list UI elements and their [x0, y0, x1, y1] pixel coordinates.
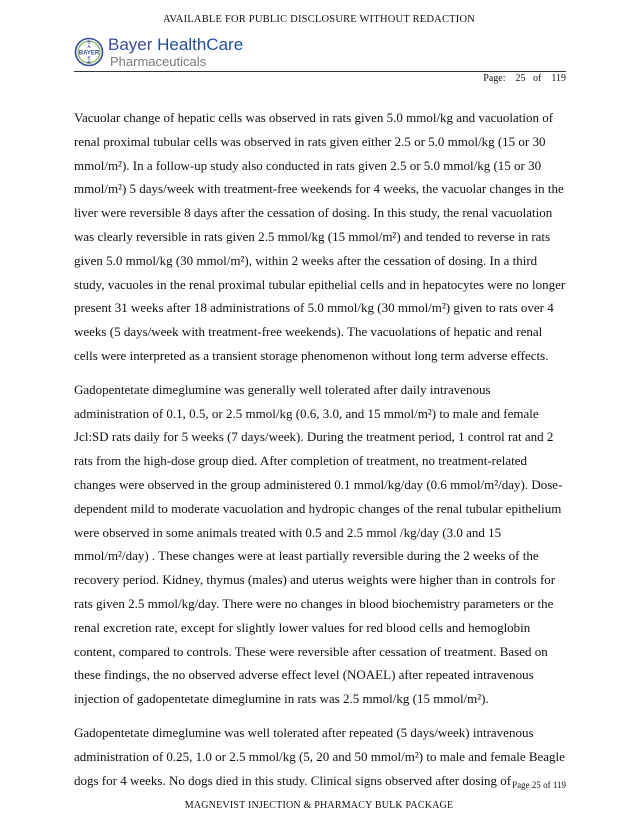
header-page-indicator: [483, 73, 566, 84]
page-total: 119: [551, 73, 566, 84]
brand-healthcare: HealthCare: [157, 35, 244, 54]
svg-text:A: A: [87, 44, 91, 49]
footer-document-title: MAGNEVIST INJECTION & PHARMACY BULK PACKAGE: [184, 800, 454, 811]
paragraph: Gadopentetate dimeglumine was well tolerated after repeated (5 days/week) intravenous administration of 0.25, 1.0 or 2.5 mmol/kg (5, 20 and 50 mmol/m²) to male and female Beagle dogs for 4 weeks. No dogs died in this study. Clinical signs observed after dosing of: [74, 724, 565, 788]
brand-subtitle: Pharmaceuticals: [110, 54, 207, 69]
paragraph: Vacuolar change of hepatic cells was observed in rats given 5.0 mmol/kg and vacuolation of renal proximal tubular cells was observed in rats given either 2.5 or 5.0 mmol/kg (15 or 30 mmol/m²). In a follow-up study also conducted in rats given 2.5 or 5.0 mmol/kg (15 or 30 mmol/m²) 5 days/week with treatment-free weekends for 4 weeks, the vacuolar changes in the liver were reversible 8 days after the cessation of dosing. In this study, the renal vacuolation was clearly reversible in rats given 2.5 mmol/kg (15 mmol/m²) and tended to reverse in rats given 5.0 mmol/kg (30 mmol/m²), within 2 weeks after the cessation of dosing. In a third study, vacuoles in the renal proximal tubular epithelial cells and in hepatocytes were no longer present 31 weeks after 18 administrations of 5.0 mmol/kg (30 mmol/m²) given to rats over 4 weeks (5 days/week with treatment-free weekends). The vacuolations of hepatic and renal cells were interpreted as a transient storage phenomenon without long term adverse effects.: [74, 110, 566, 363]
document-body: [74, 106, 566, 802]
paragraph: Gadopentetate dimeglumine was generally well tolerated after daily intravenous administration of 0.1, 0.5, or 2.5 mmol/kg (0.6, 3.0, and 15 mmol/m²) to male and female Jcl:SD rats daily for 5 weeks (7 days/week). During the treatment period, 1 control rat and 2 rats from the high-dose group died. After completion of treatment, no treatment-related changes were observed in the group administered 0.1 mmol/kg/day (0.6 mmol/m²/day). Dose-dependent mild to moderate vacuolation and hydropic changes of the renal tubular epithelium were observed in some animals treated with 0.5 and 2.5 mmol /kg/day (3.0 and 15 mmol/m²/day) . These changes were at least partially reversible during the 2 weeks of the recovery period. Kidney, thymus (males) and uterus weights were higher than in controls for rats given 2.5 mmol/kg/day. There were no changes in blood biochemistry parameters or the renal excretion rate, except for slightly lower values for red blood cells and hemoglobin content, compared to controls. These were reversible after cessation of treatment. Based on these findings, the no observed adverse effect level (NOAEL) after repeated intravenous injection of gadopentetate dimeglumine in rats was 2.5 mmol/kg (15 mmol/m²).: [74, 381, 563, 707]
footer-page-number: Page 25 of 119: [512, 780, 566, 790]
svg-text:R: R: [87, 60, 91, 65]
header-divider: [74, 71, 566, 72]
page-label: Page:: [483, 73, 506, 84]
brand-name: [108, 36, 243, 53]
brand-text: [108, 36, 243, 68]
page-of: of: [533, 73, 542, 84]
logo-cross-horizontal-text: BAYER: [78, 50, 100, 57]
company-logo: [74, 32, 243, 72]
bayer-cross-logo-icon: [74, 37, 104, 67]
page-number: 25: [515, 73, 526, 84]
svg-text:B: B: [87, 39, 91, 45]
disclosure-banner: AVAILABLE FOR PUBLIC DISCLOSURE WITHOUT REDACTION: [162, 14, 476, 25]
svg-text:E: E: [87, 55, 91, 61]
brand-bayer: Bayer: [108, 35, 153, 54]
